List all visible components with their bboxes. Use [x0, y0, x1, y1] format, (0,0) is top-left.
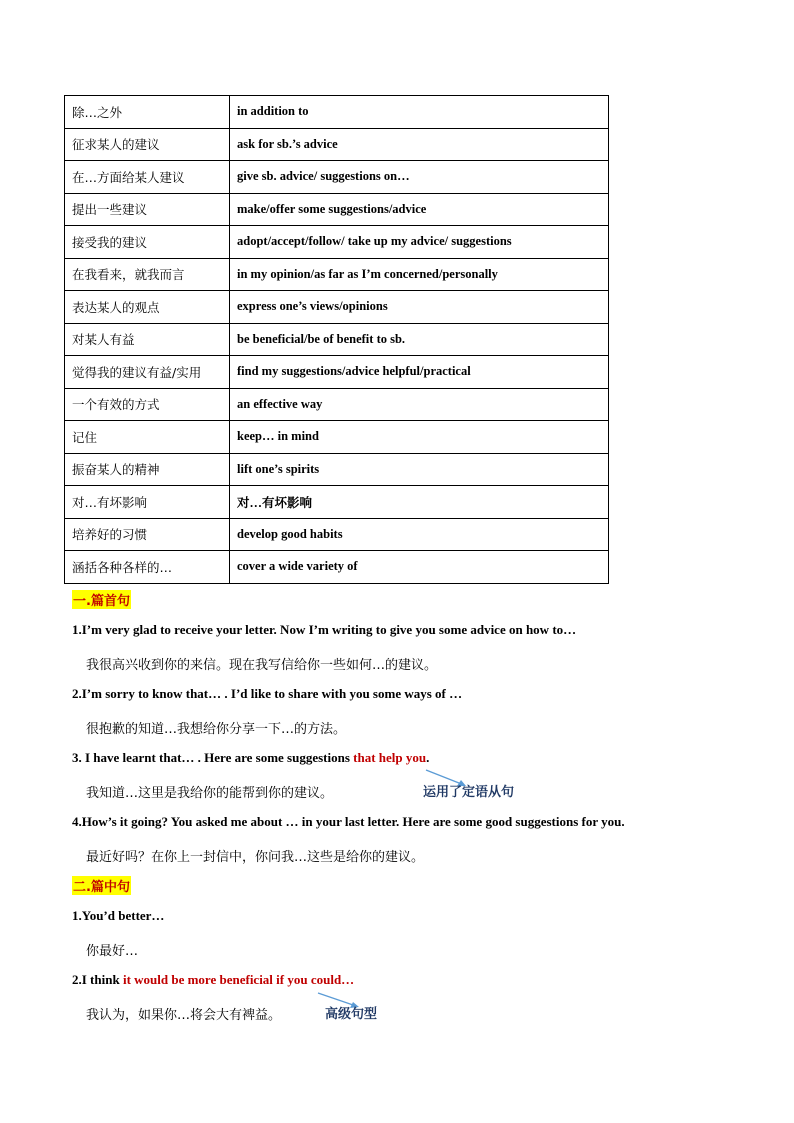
chinese-phrase-cell: 培养好的习惯 — [65, 518, 230, 551]
english-phrase-cell: in my opinion/as far as I’m concerned/personally — [230, 258, 609, 291]
chinese-phrase-cell: 记住 — [65, 421, 230, 454]
english-phrase-cell: express one’s views/opinions — [230, 291, 609, 324]
table-row — [65, 226, 609, 259]
english-phrase-cell: cover a wide variety of — [230, 551, 609, 584]
english-phrase-cell: develop good habits — [230, 518, 609, 551]
table-row — [65, 421, 609, 454]
english-phrase-cell: make/offer some suggestions/advice — [230, 193, 609, 226]
table-row — [65, 356, 609, 389]
english-phrase-cell: give sb. advice/ suggestions on… — [230, 161, 609, 194]
chinese-phrase-cell: 对…有坏影响 — [65, 486, 230, 519]
opening-sentence-2-en: 2.I’m sorry to know that… . I’d like to share with you some ways of … — [72, 686, 463, 701]
table-row — [65, 486, 609, 519]
chinese-phrase-cell: 对某人有益 — [65, 323, 230, 356]
english-phrase-cell: lift one’s spirits — [230, 453, 609, 486]
opening-sentence-4-cn: 最近好吗？在你上一封信中，你问我…这些是给你的建议。 — [86, 850, 425, 865]
sentence-text: 2.I think — [72, 972, 123, 987]
chinese-phrase-cell: 征求某人的建议 — [65, 128, 230, 161]
opening-sentence-2-cn: 很抱歉的知道…我想给你分享一下…的方法。 — [86, 722, 347, 737]
table-row — [65, 388, 609, 421]
chinese-phrase-cell: 在我看来，就我而言 — [65, 258, 230, 291]
table-row — [65, 291, 609, 324]
body-sentence-1-en: 1.You’d better… — [72, 908, 165, 923]
english-phrase-cell: adopt/accept/follow/ take up my advice/ suggestions — [230, 226, 609, 259]
vocabulary-table-body — [65, 96, 609, 584]
body-sentence-1-cn: 你最好… — [86, 944, 139, 959]
body-sentence-2-en — [72, 972, 354, 988]
opening-sentence-3-cn: 我知道…这里是我给你的能帮到你的建议。 — [86, 786, 334, 801]
chinese-phrase-cell: 一个有效的方式 — [65, 388, 230, 421]
chinese-phrase-cell: 在…方面给某人建议 — [65, 161, 230, 194]
english-phrase-cell: ask for sb.’s advice — [230, 128, 609, 161]
opening-sentence-1-cn: 我很高兴收到你的来信。现在我写信给你一些如何…的建议。 — [86, 658, 438, 673]
section-heading-opening: 一.篇首句 — [72, 590, 131, 609]
highlighted-clause: it would be more beneficial if you could… — [122, 972, 355, 987]
chinese-phrase-cell: 觉得我的建议有益/实用 — [65, 356, 230, 389]
table-row — [65, 453, 609, 486]
table-row — [65, 193, 609, 226]
highlighted-clause: that help you — [353, 750, 427, 765]
table-row — [65, 551, 609, 584]
section-heading-body: 二.篇中句 — [72, 876, 131, 895]
opening-sentence-4-en: 4.How’s it going? You asked me about … in your last letter. Here are some good suggestions for you. — [72, 814, 625, 829]
english-phrase-cell: in addition to — [230, 96, 609, 129]
english-phrase-cell: be beneficial/be of benefit to sb. — [230, 323, 609, 356]
grammar-note-advanced-pattern: 高级句型 — [325, 1007, 378, 1022]
sentence-period: . — [426, 750, 430, 765]
english-phrase-cell: an effective way — [230, 388, 609, 421]
chinese-phrase-cell: 表达某人的观点 — [65, 291, 230, 324]
body-sentence-2-cn: 我认为，如果你…将会大有裨益。 — [86, 1008, 282, 1023]
chinese-phrase-cell: 除…之外 — [65, 96, 230, 129]
chinese-phrase-cell: 接受我的建议 — [65, 226, 230, 259]
chinese-phrase-cell: 涵括各种各样的… — [65, 551, 230, 584]
grammar-note-attributive-clause: 运用了定语从句 — [423, 785, 515, 800]
opening-sentence-3-en — [72, 750, 429, 766]
vocabulary-table — [64, 95, 609, 584]
sentence-text: 3. I have learnt that… . Here are some suggestions — [72, 750, 354, 765]
chinese-phrase-cell: 振奋某人的精神 — [65, 453, 230, 486]
english-phrase-cell: keep… in mind — [230, 421, 609, 454]
opening-sentence-1-en: 1.I’m very glad to receive your letter. Now I’m writing to give you some advice on how to… — [72, 622, 577, 637]
english-phrase-cell: find my suggestions/advice helpful/practical — [230, 356, 609, 389]
table-row — [65, 323, 609, 356]
table-row — [65, 96, 609, 129]
table-row — [65, 258, 609, 291]
table-row — [65, 128, 609, 161]
table-row — [65, 161, 609, 194]
chinese-phrase-cell: 提出一些建议 — [65, 193, 230, 226]
table-row — [65, 518, 609, 551]
english-phrase-cell: 对…有坏影响 — [230, 486, 609, 519]
